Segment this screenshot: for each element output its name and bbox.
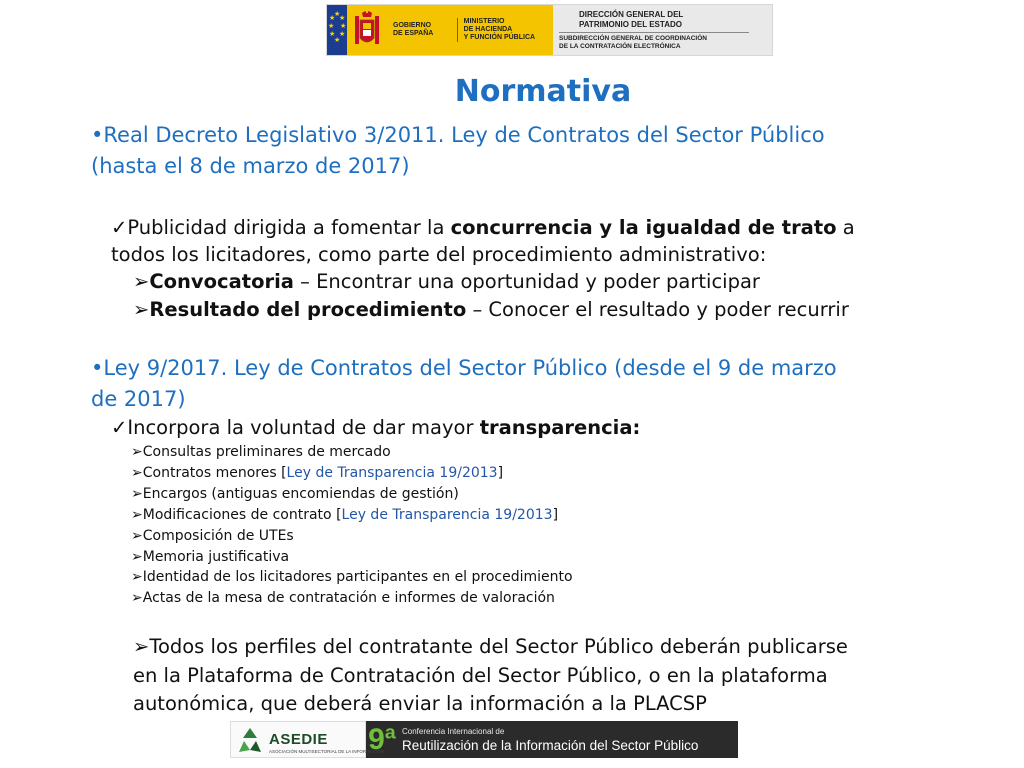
list-item-text: Modificaciones de contrato (142, 506, 337, 523)
government-name (393, 22, 447, 38)
section1-check-line2: todos los licitadores, como parte del procedimiento administrativo: (111, 243, 767, 266)
list-item-text: Contratos menores (142, 464, 282, 481)
directorate-divider (559, 32, 749, 33)
eu-flag-icon: ★ ★ ★ ★ ★ ★ ★ ★ (327, 5, 347, 55)
check-suffix: a (836, 216, 855, 239)
list-item-text: Consultas preliminares de mercado (142, 444, 391, 460)
list-item (131, 463, 503, 484)
conference-number: 9ª (368, 723, 396, 756)
ministry-line3: Y FUNCIÓN PÚBLICA (463, 34, 536, 41)
list-item-text: Memoria justificativa (142, 548, 290, 565)
final-arrow-item (133, 632, 848, 661)
asedie-recycle-logo-icon (235, 726, 265, 754)
arrow-bullet-icon: ➢ (131, 548, 143, 565)
law-reference-link[interactable]: Ley de Transparencia 19/2013 (286, 464, 498, 481)
list-item (131, 588, 555, 609)
list-item (131, 547, 289, 568)
section1-arrow-item-2 (133, 296, 849, 324)
subdirectorate-line1: SUBDIRECCIÓN GENERAL DE COORDINACIÓN (559, 34, 707, 42)
conference-line1: Conferencia Internacional de (402, 726, 505, 736)
bracket-close: ] (552, 506, 559, 523)
arrow-bullet-icon: ➢ (133, 270, 150, 293)
arrow-bullet-icon: ➢ (131, 485, 143, 502)
arrow-bullet-icon: ➢ (131, 444, 143, 460)
ministry-line1: MINISTERIO (463, 18, 505, 25)
section1-heading-line2: (hasta el 8 de marzo de 2017) (91, 154, 410, 178)
arrow1-rest: – Encontrar una oportunidad y poder participar (293, 270, 760, 293)
list-item (131, 526, 294, 547)
subdirectorate-line2: DE LA CONTRATACIÓN ELECTRÓNICA (559, 42, 681, 50)
list-item-text: Actas de la mesa de contratación e informes de valoración (142, 590, 555, 607)
footer-logos (230, 721, 738, 758)
final-line2: en la Plataforma de Contratación del Sector Público, o en la plataforma (133, 664, 828, 687)
header-banner (326, 4, 773, 56)
coat-of-arms-icon (353, 10, 381, 50)
arrow2-bold: Resultado del procedimiento (149, 298, 467, 321)
conference-text (402, 726, 698, 754)
bracket-close: ] (497, 464, 504, 481)
section2-check-item (111, 414, 640, 441)
law-reference-link[interactable]: Ley de Transparencia 19/2013 (341, 506, 553, 523)
government-logo (347, 5, 553, 55)
arrow2-rest: – Conocer el resultado y poder recurrir (466, 298, 849, 321)
arrow-bullet-icon: ➢ (133, 298, 150, 321)
checkmark-text: ✓Publicidad dirigida a fomentar la (111, 216, 451, 239)
directorate-block (553, 5, 772, 55)
list-item-text: Identidad de los licitadores participantes en el procedimiento (142, 569, 573, 586)
bracket-open: [ (336, 506, 342, 523)
section1-check-item (111, 214, 855, 241)
bold-phrase: concurrencia y la igualdad de trato (450, 216, 837, 239)
gov-line2: DE ESPAÑA (393, 30, 434, 37)
arrow1-bold: Convocatoria (149, 270, 294, 293)
list-item-text: Composición de UTEs (142, 527, 294, 544)
list-item (131, 484, 459, 505)
page-title: Normativa (454, 74, 632, 109)
bold-phrase: transparencia: (479, 416, 641, 439)
asedie-name: ASEDIE (269, 731, 328, 748)
section2-heading-line1: •Ley 9/2017. Ley de Contratos del Sector Público (desde el 9 de marzo (91, 356, 837, 380)
arrow-bullet-icon: ➢ (133, 635, 150, 658)
final-line1: Todos los perfiles del contratante del Sector Público deberán publicarse (149, 635, 848, 658)
final-line3: autonómica, que deberá enviar la información a la PLACSP (133, 692, 707, 715)
conference-banner (366, 721, 738, 758)
gov-line1: GOBIERNO (393, 22, 432, 29)
list-item (131, 505, 558, 526)
ministry-line2: DE HACIENDA (463, 26, 513, 33)
list-item-text: Encargos (antiguas encomiendas de gestión) (142, 485, 459, 502)
ministry-name (457, 18, 553, 42)
section1-heading-line1: •Real Decreto Legislativo 3/2011. Ley de Contratos del Sector Público (91, 123, 825, 147)
checkmark-text: ✓Incorpora la voluntad de dar mayor (111, 416, 480, 439)
asedie-subtitle: ASOCIACIÓN MULTISECTORIAL DE LA INFORMACIÓN (269, 749, 385, 754)
list-item (131, 567, 573, 588)
arrow-bullet-icon: ➢ (131, 569, 143, 586)
section1-arrow-item-1 (133, 268, 760, 296)
arrow-bullet-icon: ➢ (131, 464, 143, 481)
arrow-bullet-icon: ➢ (131, 527, 143, 544)
directorate-line1: DIRECCIÓN GENERAL DEL (579, 9, 684, 19)
directorate-line2: PATRIMONIO DEL ESTADO (579, 19, 682, 29)
conference-line2: Reutilización de la Información del Sector Público (402, 737, 699, 753)
arrow-bullet-icon: ➢ (131, 590, 143, 607)
arrow-bullet-icon: ➢ (131, 506, 143, 523)
bracket-open: [ (281, 464, 287, 481)
list-item (131, 442, 391, 463)
section2-heading-line2: de 2017) (91, 387, 186, 411)
